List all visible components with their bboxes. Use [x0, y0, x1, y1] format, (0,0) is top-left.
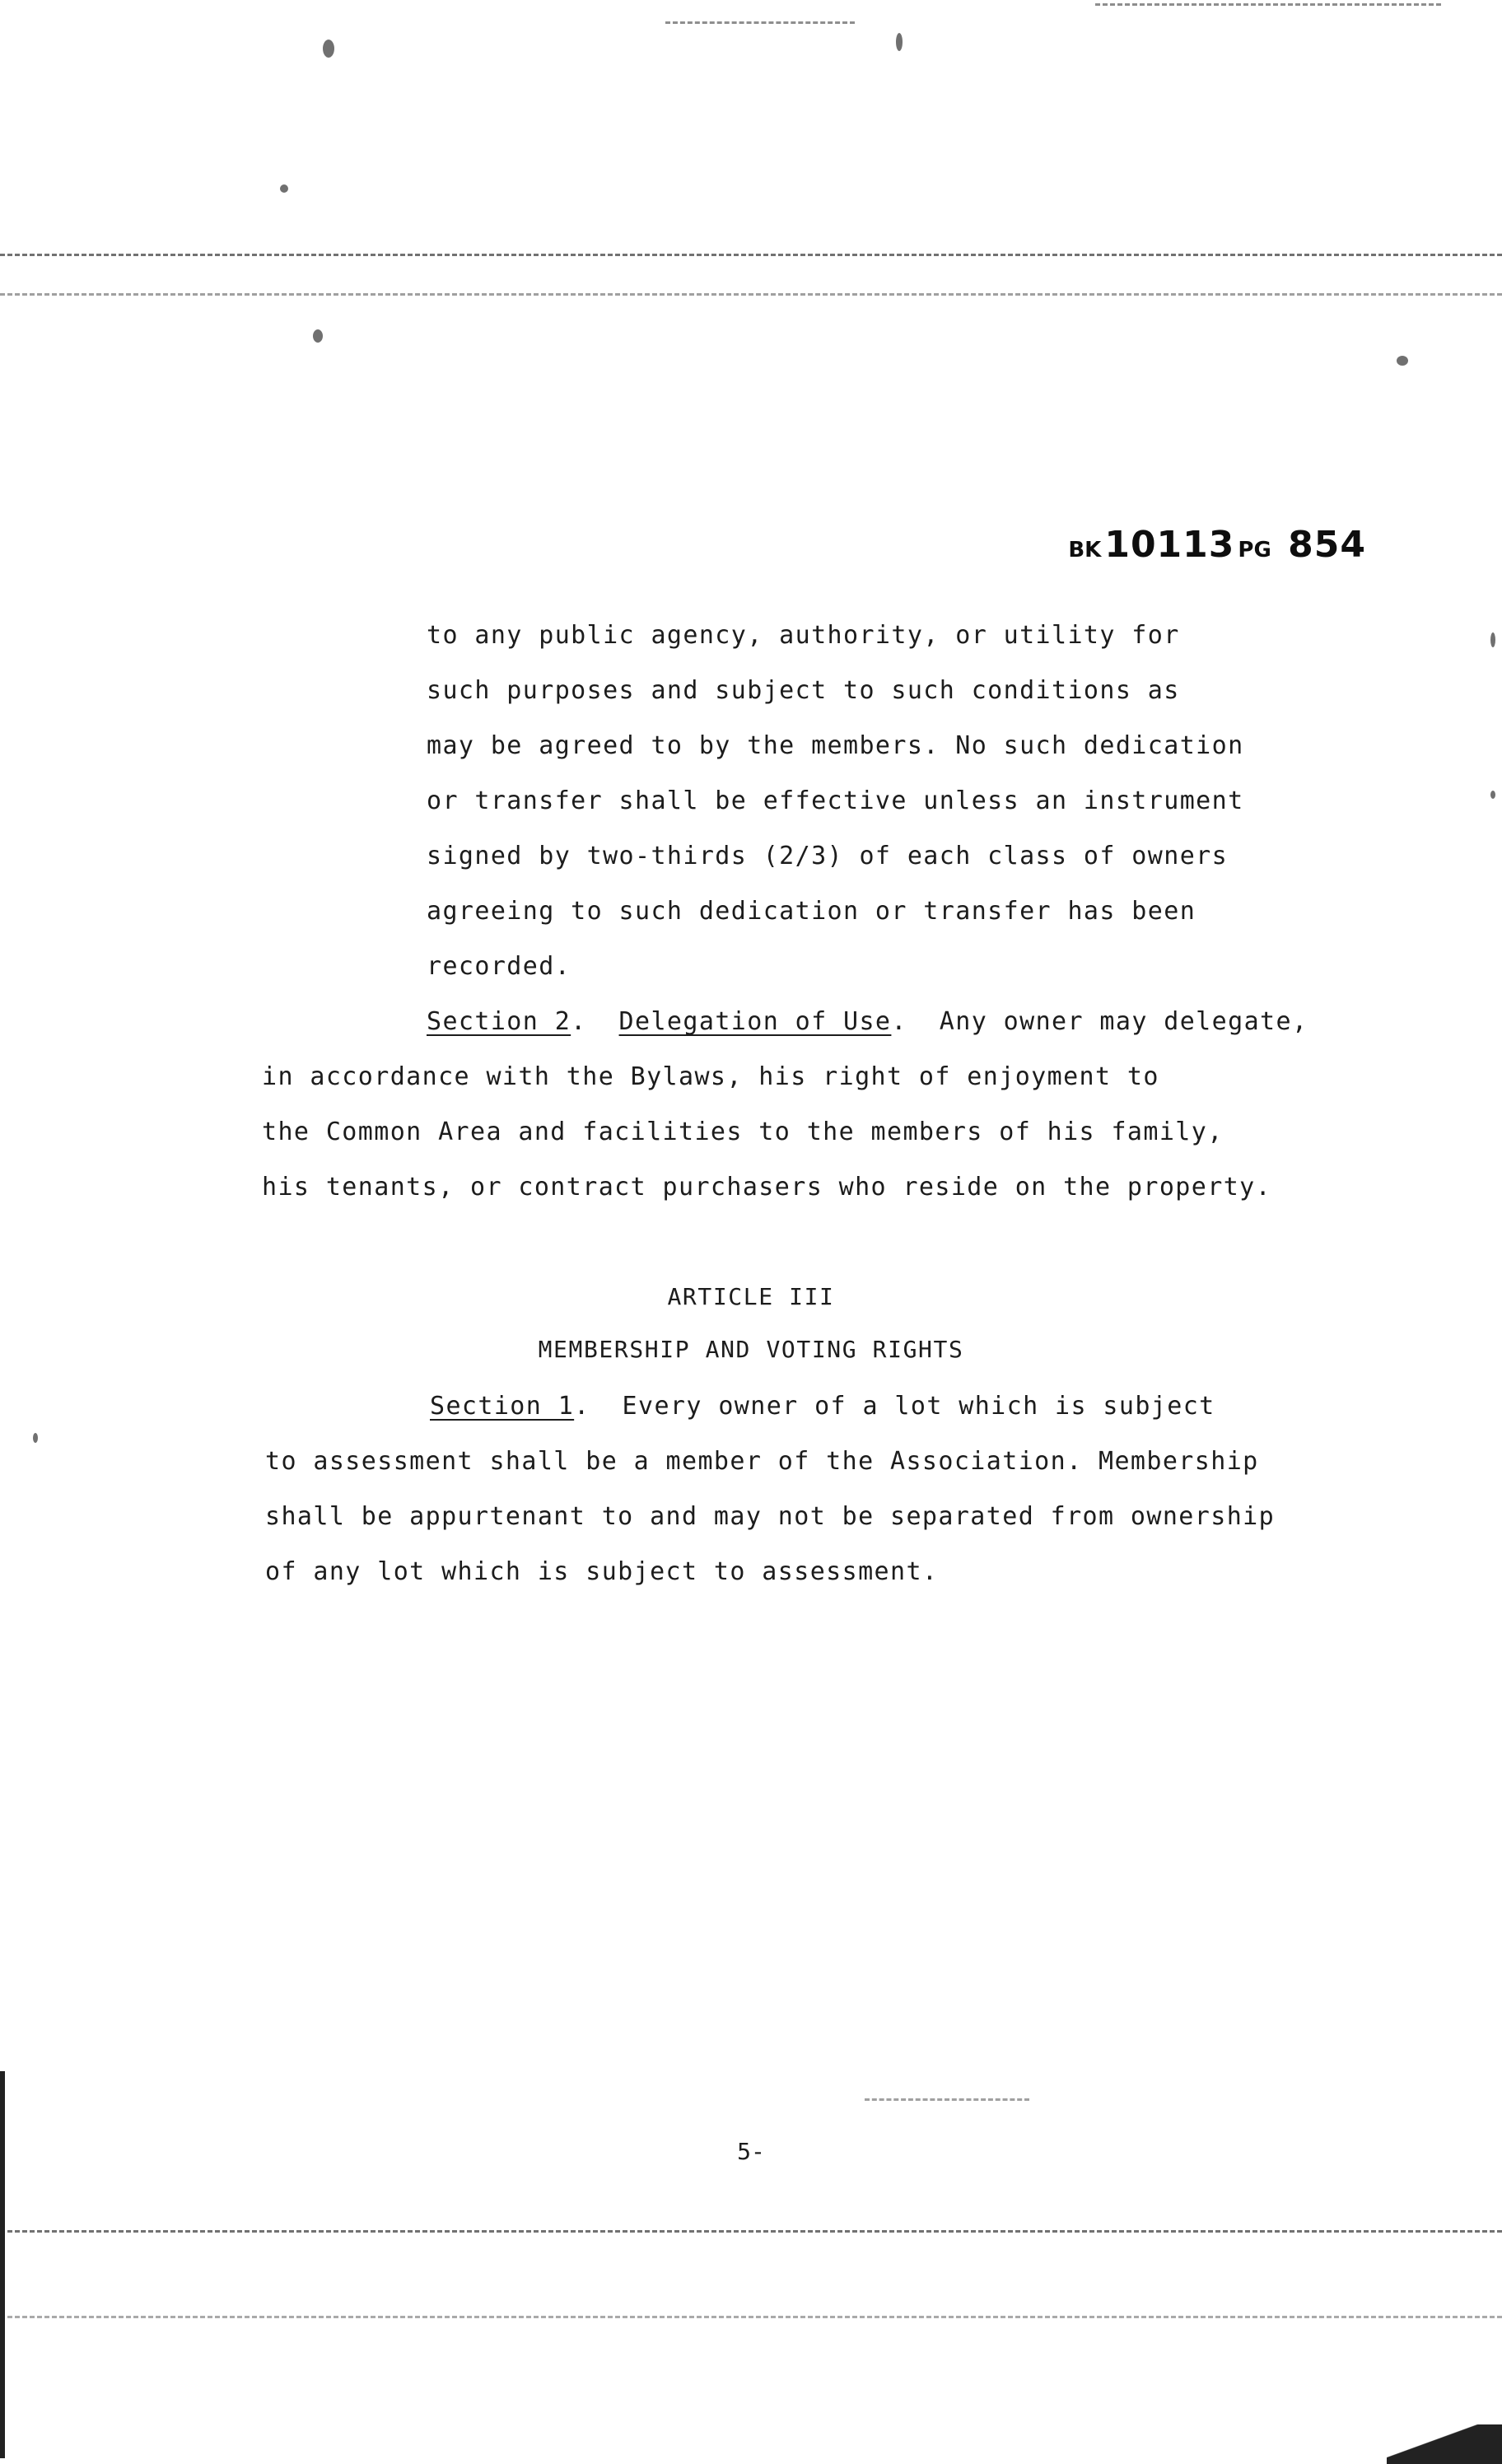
paragraph-line: signed by two-thirds (2/3) of each class of owners — [427, 842, 1229, 870]
scan-speck — [33, 1433, 38, 1443]
section-2-heading-line: Section 2. Delegation of Use. Any owner may delegate, — [427, 1007, 1308, 1036]
scan-speck — [896, 33, 903, 51]
section-2-title: Delegation of Use — [618, 1007, 892, 1036]
paragraph-line: to any public agency, authority, or utility for — [427, 621, 1180, 650]
scan-corner-mark — [1387, 2424, 1502, 2464]
paragraph-line: or transfer shall be effective unless an instrument — [427, 786, 1244, 815]
paragraph-line: to assessment shall be a member of the Association. Membership — [265, 1447, 1259, 1476]
scan-speck — [280, 184, 288, 193]
paragraph-line: agreeing to such dedication or transfer has been — [427, 897, 1196, 926]
paragraph-line: the Common Area and facilities to the members of his family, — [262, 1118, 1224, 1146]
scan-artifact-line — [0, 2230, 1502, 2233]
scan-speck — [323, 40, 334, 58]
paragraph-line: shall be appurtenant to and may not be separated from ownership — [265, 1502, 1276, 1531]
scan-speck — [1490, 791, 1495, 799]
scan-speck — [1397, 356, 1408, 366]
section-2-text: Any owner may delegate, — [939, 1007, 1308, 1036]
scan-artifact-line — [865, 2098, 1029, 2101]
paragraph-line: of any lot which is subject to assessment. — [265, 1557, 939, 1586]
book-prefix: BK — [1068, 538, 1102, 562]
article-section-1-text: Every owner of a lot which is subject — [622, 1392, 1215, 1421]
paragraph-line: his tenants, or contract purchasers who reside on the property. — [262, 1173, 1272, 1202]
book-page-reference — [1068, 524, 1366, 566]
paragraph-line: such purposes and subject to such conditions as — [427, 676, 1180, 705]
scan-speck — [313, 329, 323, 343]
book-number: 10113 — [1104, 524, 1235, 566]
article-section-1-heading-line: Section 1. Every owner of a lot which is subject — [430, 1392, 1215, 1421]
scan-artifact-line — [665, 21, 855, 24]
paragraph-line: recorded. — [427, 952, 571, 981]
scan-artifact-line — [0, 2316, 1502, 2318]
article-title: MEMBERSHIP AND VOTING RIGHTS — [538, 1336, 964, 1363]
section-2-label: Section 2 — [427, 1007, 571, 1036]
scan-speck — [1490, 632, 1495, 647]
article-section-1-label: Section 1 — [430, 1392, 575, 1421]
scan-artifact-line — [0, 293, 1502, 296]
page-label: PG — [1238, 538, 1271, 562]
paragraph-line: may be agreed to by the members. No such dedication — [427, 731, 1244, 760]
scan-edge-shadow — [0, 2071, 5, 2458]
article-number: ARTICLE III — [667, 1283, 835, 1310]
scan-artifact-line — [1095, 3, 1441, 6]
scan-artifact-line — [0, 254, 1502, 256]
paragraph-line: in accordance with the Bylaws, his right of enjoyment to — [262, 1062, 1159, 1091]
page-number: 5- — [737, 2138, 765, 2165]
page-number-stamp: 854 — [1288, 524, 1366, 566]
